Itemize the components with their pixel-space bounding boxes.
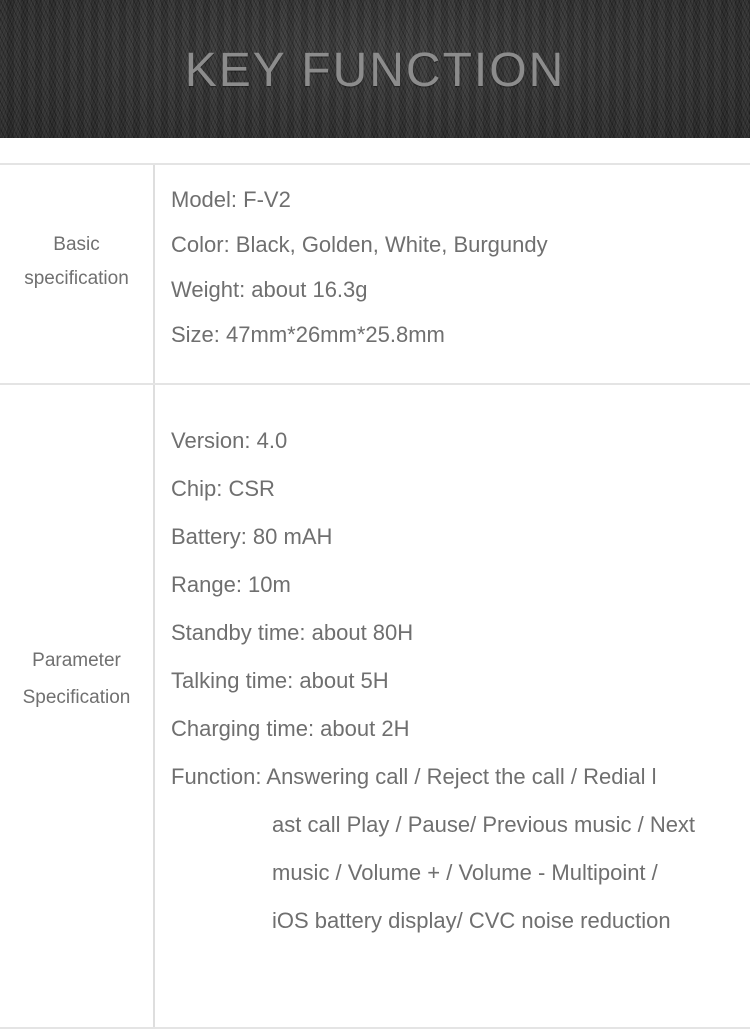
parameter-spec-label-cell bbox=[0, 385, 155, 1027]
spec-line-function-3: music / Volume + / Volume - Multipoint / bbox=[272, 860, 658, 885]
basic-spec-label-line2: specification bbox=[24, 268, 129, 289]
spec-line-function-4: iOS battery display/ CVC noise reduction bbox=[272, 908, 671, 933]
banner-title: KEY FUNCTION bbox=[184, 43, 566, 97]
spec-line-size: Size: 47mm*26mm*25.8mm bbox=[171, 322, 445, 347]
basic-spec-label-cell bbox=[0, 165, 155, 383]
spec-line-battery: Battery: 80 mAH bbox=[171, 524, 333, 549]
spec-line-color: Color: Black, Golden, White, Burgundy bbox=[171, 232, 548, 257]
spec-line-weight: Weight: about 16.3g bbox=[171, 277, 368, 302]
spec-table bbox=[0, 163, 750, 1029]
basic-spec-label bbox=[0, 228, 153, 296]
spec-line-function-1: Function: Answering call / Reject the call / Redial l bbox=[171, 764, 657, 789]
basic-spec-content bbox=[155, 165, 750, 383]
spec-line-version: Version: 4.0 bbox=[171, 428, 288, 453]
spec-line-standby-time: Standby time: about 80H bbox=[171, 620, 414, 645]
key-function-banner bbox=[0, 0, 750, 138]
parameter-spec-label-line2: Specification bbox=[22, 687, 131, 708]
parameter-spec-content bbox=[155, 385, 750, 1027]
spec-line-charging-time: Charging time: about 2H bbox=[171, 716, 410, 741]
spec-line-chip: Chip: CSR bbox=[171, 476, 275, 501]
spec-row-parameter bbox=[0, 385, 750, 1029]
parameter-spec-label-line1: Parameter bbox=[32, 650, 121, 671]
spec-line-range: Range: 10m bbox=[171, 572, 291, 597]
spec-line-model: Model: F-V2 bbox=[171, 187, 291, 212]
spec-line-function-2: ast call Play / Pause/ Previous music / Next bbox=[272, 812, 696, 837]
basic-spec-label-line1: Basic bbox=[53, 234, 100, 255]
spec-row-basic bbox=[0, 165, 750, 385]
spec-line-talking-time: Talking time: about 5H bbox=[171, 668, 389, 693]
parameter-spec-label bbox=[0, 642, 153, 716]
